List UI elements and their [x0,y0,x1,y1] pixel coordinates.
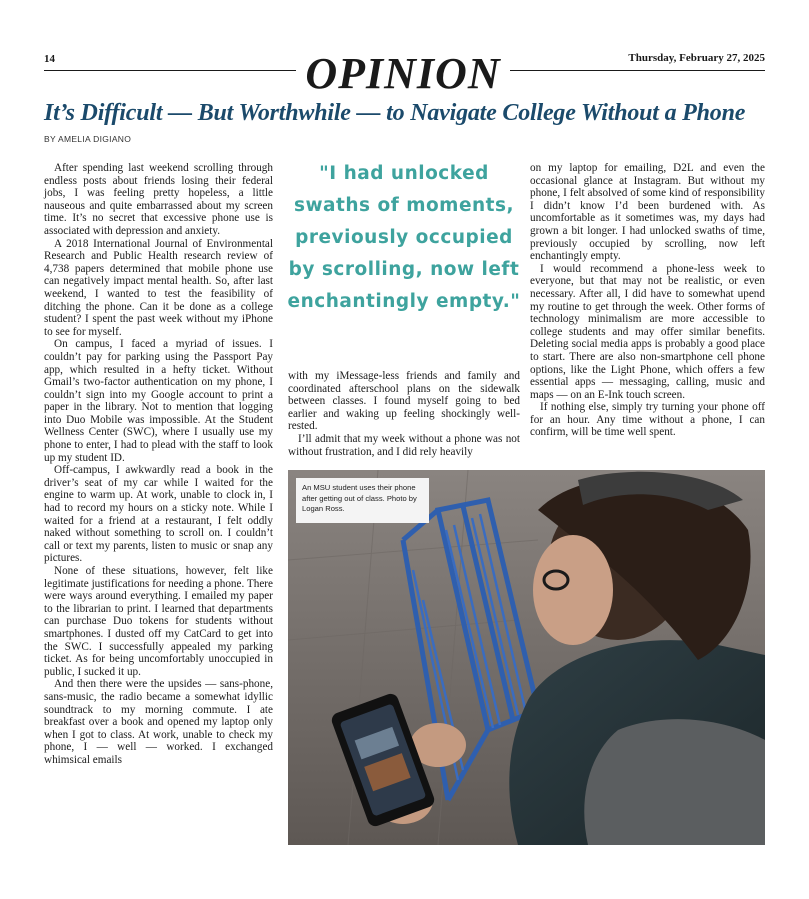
byline: BY AMELIA DIGIANO [44,134,132,144]
rule-left [44,70,296,71]
paragraph: And then there were the upsides — sans-phone, sans-music, the radio became a somewhat idyllic soundtrack to my morning commute. I ate breakfast over a book and opened my laptop only when I got to class. At work, unable to check my phone, I — well — worked. I exchanged whimsical emails [44,678,273,766]
paragraph: I would recommend a phone-less week to everyone, but that may not be realistic, or even necessary. After all, I did have to somewhat upend my routine to get through the week. Other forms of technology minimalism are more accessible to college students and may offer similar benefits. Deleting social media apps is probably a good place to start. There are also non-smartphone cell phone options, like the Light Phone, which offers a few essential apps — messaging, calling, music and maps — on an E-Ink touch screen. [530,262,765,401]
article-photo [288,470,765,845]
paragraph: A 2018 International Journal of Environmental Research and Public Health research review of 4,738 papers determined that mobile phone use can negatively impact mental health. So, after last weekend, I wanted to test the feasibility of ditching the phone. Can it be done as a college student? I spent the past week without my iPhone to see for myself. [44,237,273,338]
paragraph: After spending last weekend scrolling through endless posts about friends losing their federal jobs, I was feeling pretty hopeless, a little nauseous and quite embarrassed about my screen time. It’s no secret that excessive phone use is associated with depression and anxiety. [44,162,273,237]
paragraph: Off-campus, I awkwardly read a book in the driver’s seat of my car while I waited for the engine to warm up. At work, unable to clock in, I had to record my hours on a sticky note. While I waited for a friend at a restaurant, I felt oddly naked without something to scroll on. I couldn’t call or text my parents, listen to music or snap any pictures. [44,464,273,565]
section-title: OPINION [305,49,501,98]
headline: It’s Difficult — But Worthwhile — to Navigate College Without a Phone [44,100,746,126]
paragraph: If nothing else, simply try turning your phone off for an hour. Any time without a phone, I can confirm, will be time well spent. [530,401,765,439]
paragraph: I’ll admit that my week without a phone was not without frustration, and I did rely heavily [288,432,520,458]
paragraph: On campus, I faced a myriad of issues. I couldn’t pay for parking using the Passport Pay app, which resulted in a hefty ticket. Without Gmail’s two-factor authentication on my phone, I couldn’t sign into my Google account to print a paper in the library. Not to mention that logging into Duo Mobile was impossible. At the Student Wellness Center (SWC), where I usually use my phone to enter, I had to plead with the staff to look up my student ID. [44,338,273,464]
pull-quote: "I had unlocked swaths of moments, previously occupied by scrolling, now left enchantingly empty." [287,163,521,312]
photo-illustration [288,470,765,845]
page-number: 14 [44,53,55,65]
article-column-2 [288,370,520,458]
paragraph: None of these situations, however, felt like legitimate justifications for needing a phone. There were ways around everything. I emailed my paper to the librarian to print. I learned that departments can purchase Duo tokens for students without smartphones. I dusted off my CatCard to get into the SWC. I successfully appealed my parking ticket. As for being uncomfortably unoccupied in public, I sucked it up. [44,565,273,678]
paragraph: with my iMessage-less friends and family and coordinated afterschool plans on the sidewalk between classes. I found myself going to bed earlier and waking up feeling shockingly well-rested. [288,370,520,433]
article-column-1 [44,162,273,767]
rule-right [510,70,765,71]
article-column-3 [530,162,765,439]
paragraph: on my laptop for emailing, D2L and even the occasional glance at Instagram. But without my phone, I felt absolved of some kind of responsibility I didn’t know I’d been burdened with. As uncomfortable as it sometimes was, my days had grown a bit longer. I had unlocked swaths of time, previously occupied by scrolling, now left enchantingly empty. [530,162,765,263]
issue-date: Thursday, February 27, 2025 [628,52,765,64]
photo-caption: An MSU student uses their phone after getting out of class. Photo by Logan Ross. [296,478,429,523]
